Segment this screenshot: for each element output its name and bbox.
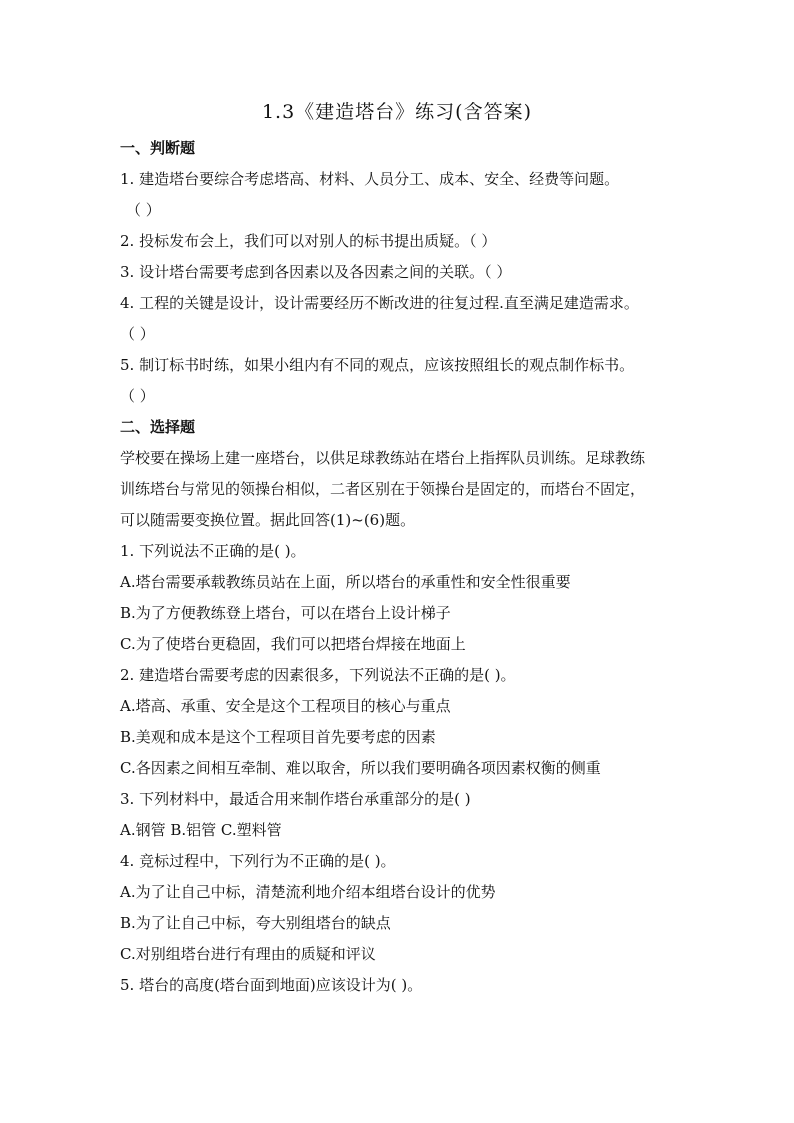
- judgment-question-5: 5. 制订标书时练，如果小组内有不同的观点，应该按照组长的观点制作标书。: [120, 356, 635, 374]
- section-heading-choice: 二、选择题: [120, 418, 196, 436]
- choice-q4-option-a: A.为了让自己中标，清楚流利地介绍本组塔台设计的优势: [120, 883, 496, 901]
- choice-q3-options: A.钢管 B.铝管 C.塑料管: [120, 821, 282, 839]
- judgment-question-4: 4. 工程的关键是设计，设计需要经历不断改进的往复过程.直至满足建造需求。: [120, 294, 639, 312]
- choice-q2-option-b: B.美观和成本是这个工程项目首先要考虑的因素: [120, 728, 436, 746]
- judgment-question-2: 2. 投标发布会上，我们可以对别人的标书提出质疑。（ ）: [120, 232, 497, 250]
- choice-question-3: 3. 下列材料中，最适合用来制作塔台承重部分的是( ): [120, 790, 471, 808]
- section-heading-judgment: 一、判断题: [120, 139, 196, 157]
- choice-q2-option-a: A.塔高、承重、安全是这个工程项目的核心与重点: [120, 697, 451, 715]
- judgment-question-3: 3. 设计塔台需要考虑到各因素以及各因素之间的关联。（ ）: [120, 263, 512, 281]
- answer-paren-5: （ ）: [120, 387, 155, 405]
- choice-intro-line-2: 训练塔台与常见的领操台相似，二者区别在于领操台是固定的，而塔台不固定，: [120, 480, 646, 498]
- answer-paren-1: （ ）: [126, 201, 161, 219]
- choice-intro-line-3: 可以随需要变换位置。据此回答(1)~(6)题。: [120, 511, 416, 529]
- document-body: [120, 133, 690, 1001]
- choice-question-2: 2. 建造塔台需要考虑的因素很多，下列说法不正确的是( )。: [120, 666, 516, 684]
- answer-paren-4: （ ）: [120, 325, 155, 343]
- choice-q1-option-c: C.为了使塔台更稳固，我们可以把塔台焊接在地面上: [120, 635, 466, 653]
- choice-q4-option-c: C.对别组塔台进行有理由的质疑和评议: [120, 945, 376, 963]
- choice-q2-option-c: C.各因素之间相互牵制、难以取舍，所以我们要明确各项因素权衡的侧重: [120, 759, 601, 777]
- judgment-question-1: 1. 建造塔台要综合考虑塔高、材料、人员分工、成本、安全、经费等问题。: [120, 170, 620, 188]
- choice-question-1: 1. 下列说法不正确的是( )。: [120, 542, 306, 560]
- choice-q1-option-a: A.塔台需要承载教练员站在上面，所以塔台的承重性和安全性很重要: [120, 573, 571, 591]
- choice-question-5: 5. 塔台的高度(塔台面到地面)应该设计为( )。: [120, 976, 423, 994]
- choice-q4-option-b: B.为了让自己中标，夸大别组塔台的缺点: [120, 914, 391, 932]
- choice-intro-line-1: 学校要在操场上建一座塔台，以供足球教练站在塔台上指挥队员训练。足球教练: [120, 449, 646, 467]
- choice-question-4: 4. 竞标过程中，下列行为不正确的是( )。: [120, 852, 396, 870]
- document-title: 1.3《建造塔台》练习(含答案): [261, 101, 533, 123]
- choice-q1-option-b: B.为了方便教练登上塔台，可以在塔台上设计梯子: [120, 604, 451, 622]
